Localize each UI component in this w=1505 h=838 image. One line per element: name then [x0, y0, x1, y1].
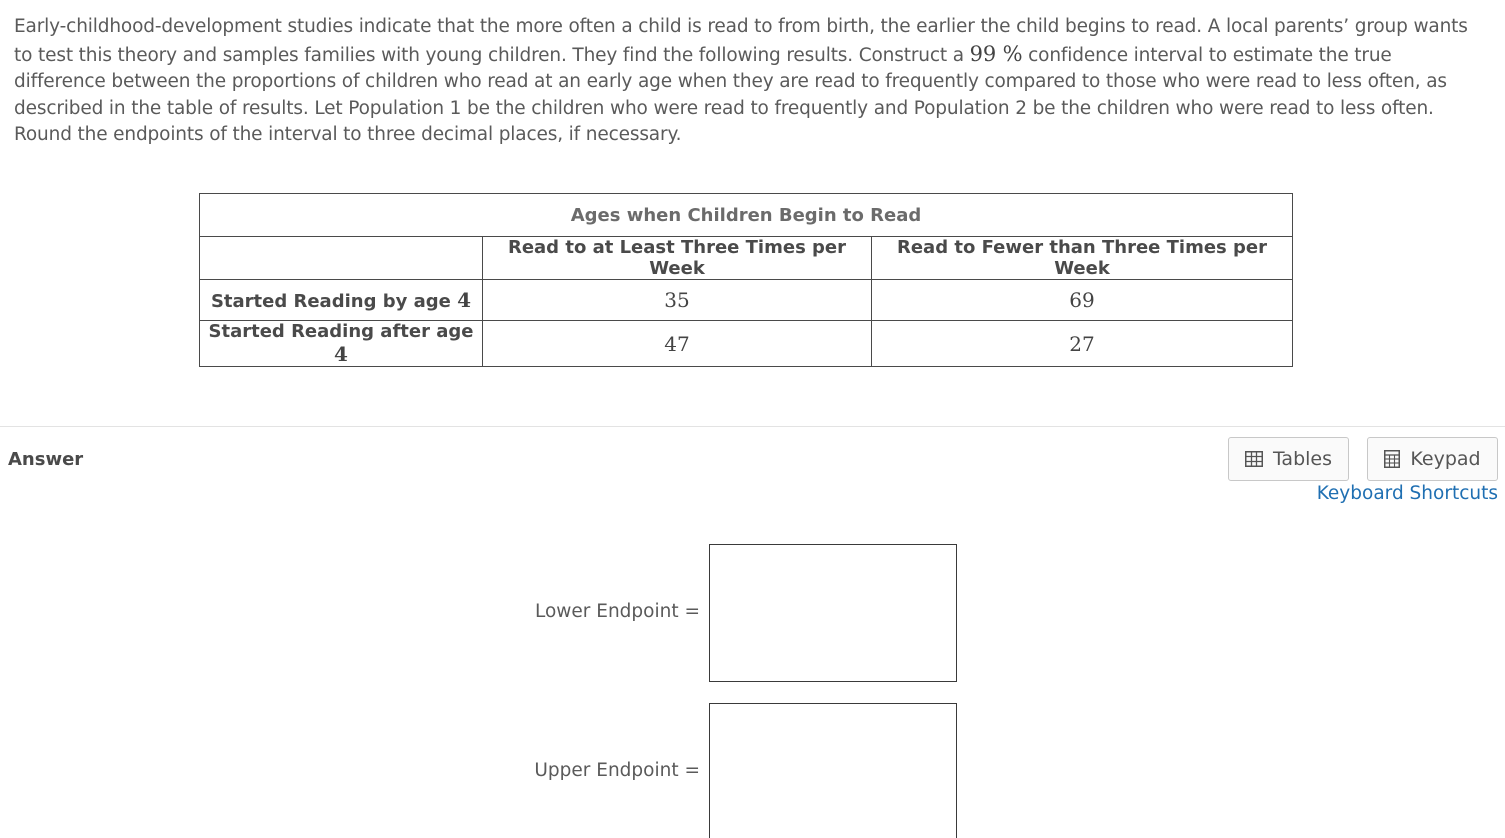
results-table	[199, 193, 1293, 367]
row-header-age: 4	[457, 288, 472, 312]
keypad-button[interactable]	[1367, 437, 1498, 481]
keypad-button-label: Keypad	[1410, 448, 1481, 470]
tables-button-label: Tables	[1272, 448, 1333, 470]
calculator-icon	[1384, 450, 1400, 468]
table-grid-icon	[1245, 451, 1263, 467]
row-header-label: Started Reading after age	[208, 321, 474, 342]
table-row	[200, 321, 1293, 367]
table-cell: 69	[872, 280, 1293, 321]
answer-heading: Answer	[8, 449, 84, 470]
row-header	[200, 280, 483, 321]
row-header-label: Started Reading by age	[210, 291, 458, 312]
upper-endpoint-input[interactable]	[709, 703, 957, 838]
table-cell: 27	[872, 321, 1293, 367]
tables-button[interactable]	[1228, 437, 1349, 481]
question-text-part: Early-childhood-development studies indicate that the more often a child is read to from birth, the earlier the child begins to read. A local parents’ group wants to test this theory and samples families with young children. They find the following results. Construct a	[14, 16, 1468, 66]
row-header	[200, 321, 483, 367]
confidence-level: 99 %	[969, 41, 1023, 66]
upper-endpoint-label: Upper Endpoint =	[534, 760, 700, 781]
question-text-part: confidence interval to estimate the true difference between the proportions of children who read at an early age when they are read to frequently compared to those who were read to less often, as described in the table of results. Let Population 1 be the children who were read to frequently and Population 2 be the children who were read to less often. Round the endpoints of the interval to three decimal places, if necessary.	[14, 44, 1447, 145]
section-divider	[0, 426, 1505, 427]
lower-endpoint-input[interactable]	[709, 544, 957, 682]
lower-endpoint-label: Lower Endpoint =	[534, 601, 700, 622]
question-text	[14, 14, 1484, 149]
table-row	[200, 280, 1293, 321]
column-header: Read to at Least Three Times per Week	[483, 237, 872, 280]
table-cell: 47	[483, 321, 872, 367]
column-header: Read to Fewer than Three Times per Week	[872, 237, 1293, 280]
row-header-age: 4	[334, 342, 348, 366]
table-cell: 35	[483, 280, 872, 321]
table-corner-cell	[200, 237, 483, 280]
table-caption: Ages when Children Begin to Read	[200, 194, 1293, 237]
keyboard-shortcuts-link[interactable]: Keyboard Shortcuts	[1316, 483, 1498, 504]
